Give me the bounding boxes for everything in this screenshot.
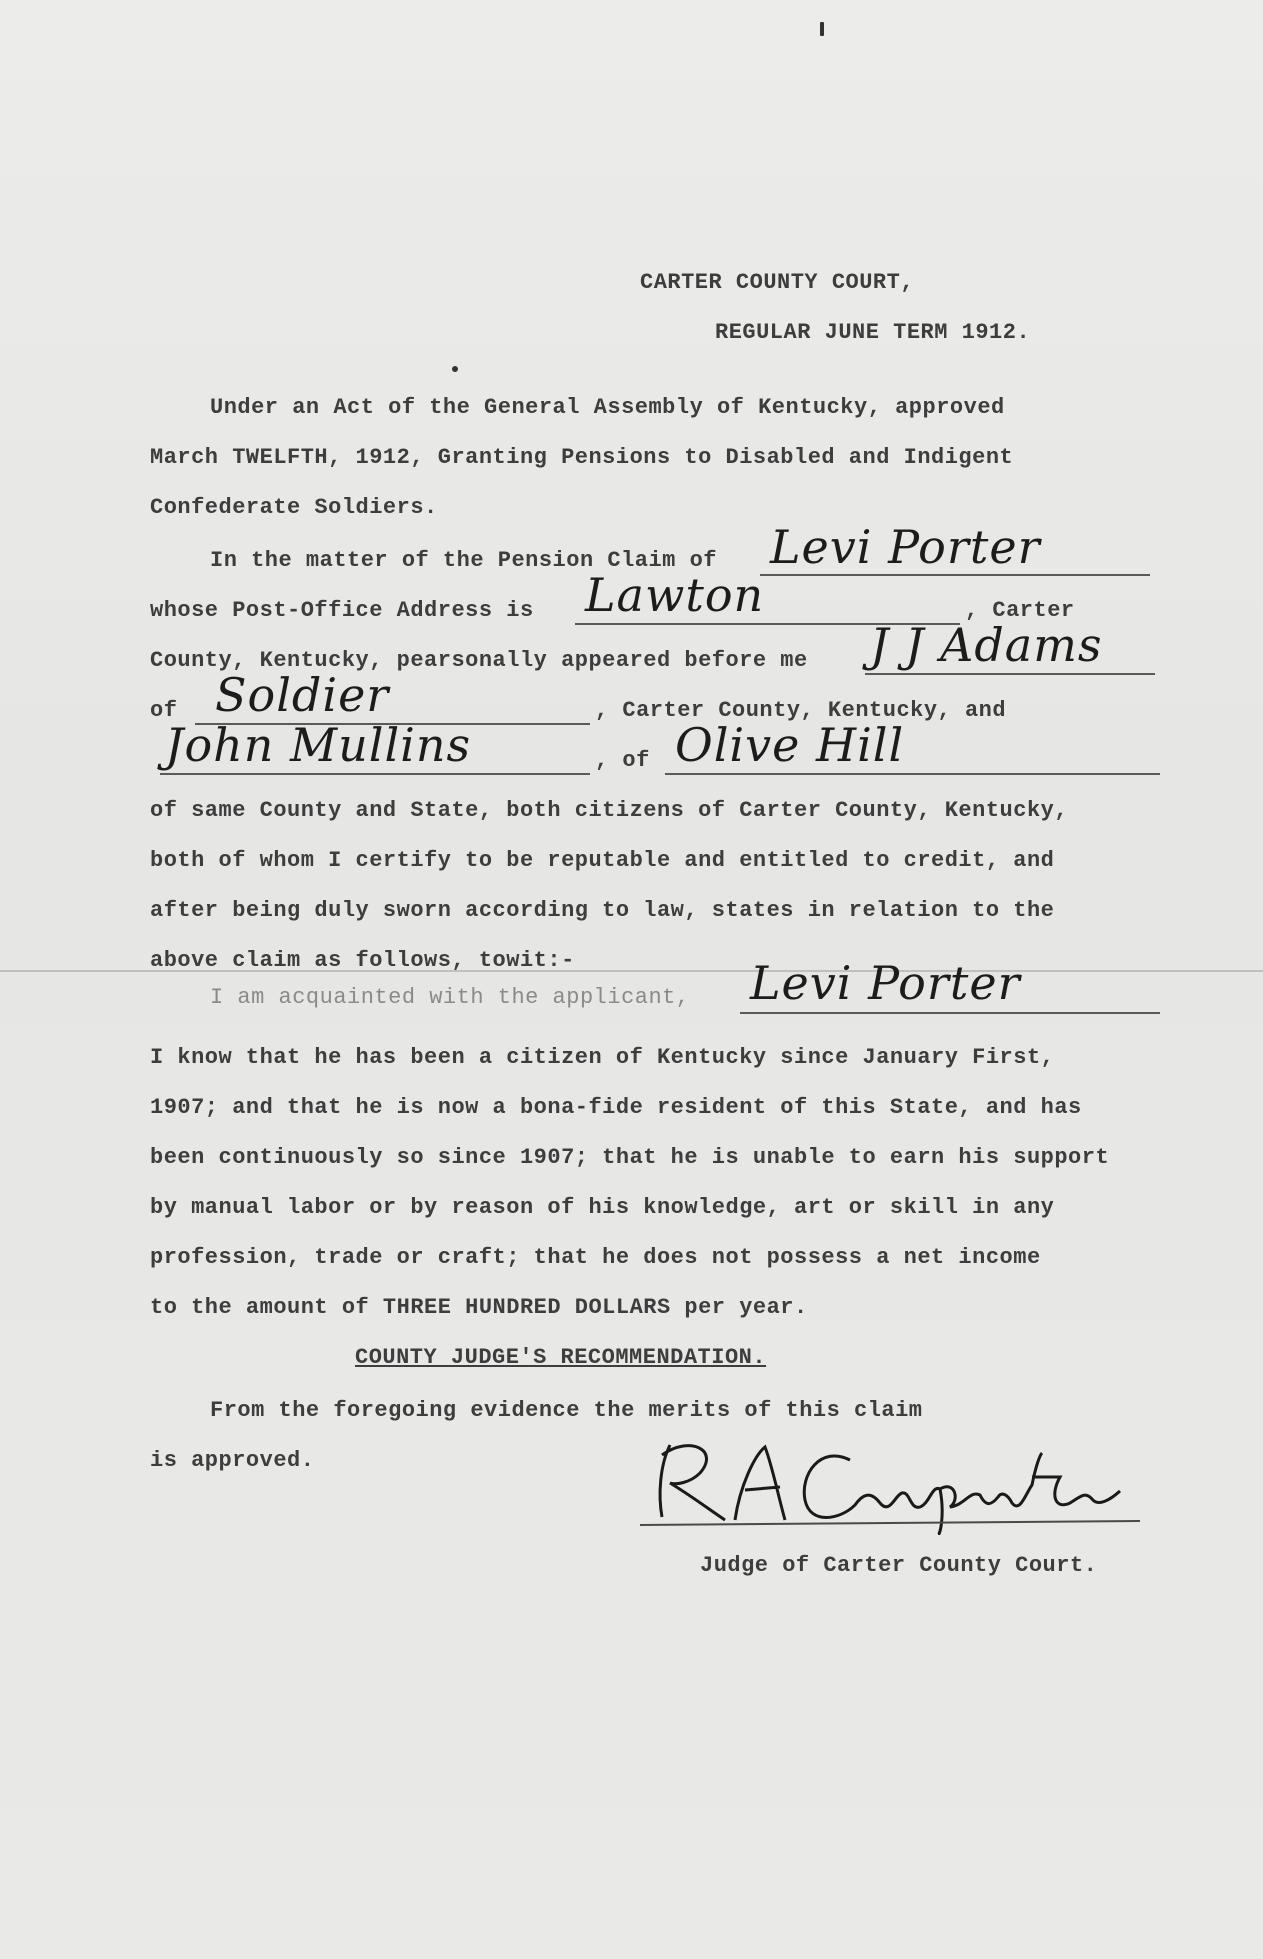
body-line: County, Kentucky, pearsonally appeared before me [150, 648, 808, 673]
recommendation-heading: COUNTY JUDGE'S RECOMMENDATION. [355, 1345, 767, 1370]
applicant-name: Levi Porter [750, 956, 1021, 1010]
body-line: 1907; and that he is now a bona-fide resident of this State, and has [150, 1095, 1082, 1120]
body-line: I am acquainted with the applicant, [210, 985, 690, 1010]
recommendation-text: is approved. [150, 1448, 315, 1473]
ink-mark [820, 22, 824, 36]
body-line: both of whom I certify to be reputable and entitled to credit, and [150, 848, 1055, 873]
fill-line [865, 673, 1155, 675]
court-name: CARTER COUNTY COURT, [640, 270, 915, 295]
claimant-name: Levi Porter [770, 520, 1041, 574]
body-line: Confederate Soldiers. [150, 495, 438, 520]
official-residence: Soldier [215, 668, 390, 722]
ink-speck [452, 366, 458, 372]
fill-line [160, 773, 590, 775]
body-line: whose Post-Office Address is [150, 598, 534, 623]
body-line: by manual labor or by reason of his knowledge, art or skill in any [150, 1195, 1055, 1220]
signature-graphic [640, 1425, 1160, 1535]
fill-line [665, 773, 1160, 775]
body-line: , Carter County, Kentucky, and [595, 698, 1007, 723]
fill-line [760, 574, 1150, 576]
post-office-address: Lawton [585, 568, 765, 622]
body-line: In the matter of the Pension Claim of [210, 548, 717, 573]
witness-residence: Olive Hill [675, 718, 905, 772]
body-line: , Carter [965, 598, 1075, 623]
body-line: I know that he has been a citizen of Kentucky since January First, [150, 1045, 1055, 1070]
body-line: after being duly sworn according to law, states in relation to the [150, 898, 1055, 923]
body-line: above claim as follows, towit:- [150, 948, 575, 973]
body-line: of [150, 698, 178, 723]
fill-line [740, 1012, 1160, 1014]
recommendation-text: From the foregoing evidence the merits of this claim [210, 1398, 923, 1423]
signature-title: Judge of Carter County Court. [700, 1553, 1098, 1578]
court-term: REGULAR JUNE TERM 1912. [715, 320, 1031, 345]
body-line: profession, trade or craft; that he does not possess a net income [150, 1245, 1041, 1270]
body-line: to the amount of THREE HUNDRED DOLLARS per year. [150, 1295, 808, 1320]
body-line: , of [595, 748, 650, 773]
body-line: Under an Act of the General Assembly of Kentucky, approved [210, 395, 1005, 420]
body-line: March TWELFTH, 1912, Granting Pensions to Disabled and Indigent [150, 445, 1014, 470]
judge-signature [640, 1425, 1160, 1535]
witness-name: John Mullins [165, 718, 472, 772]
official-name: J J Adams [870, 618, 1103, 672]
body-line: been continuously so since 1907; that he is unable to earn his support [150, 1145, 1110, 1170]
body-line: of same County and State, both citizens of Carter County, Kentucky, [150, 798, 1069, 823]
